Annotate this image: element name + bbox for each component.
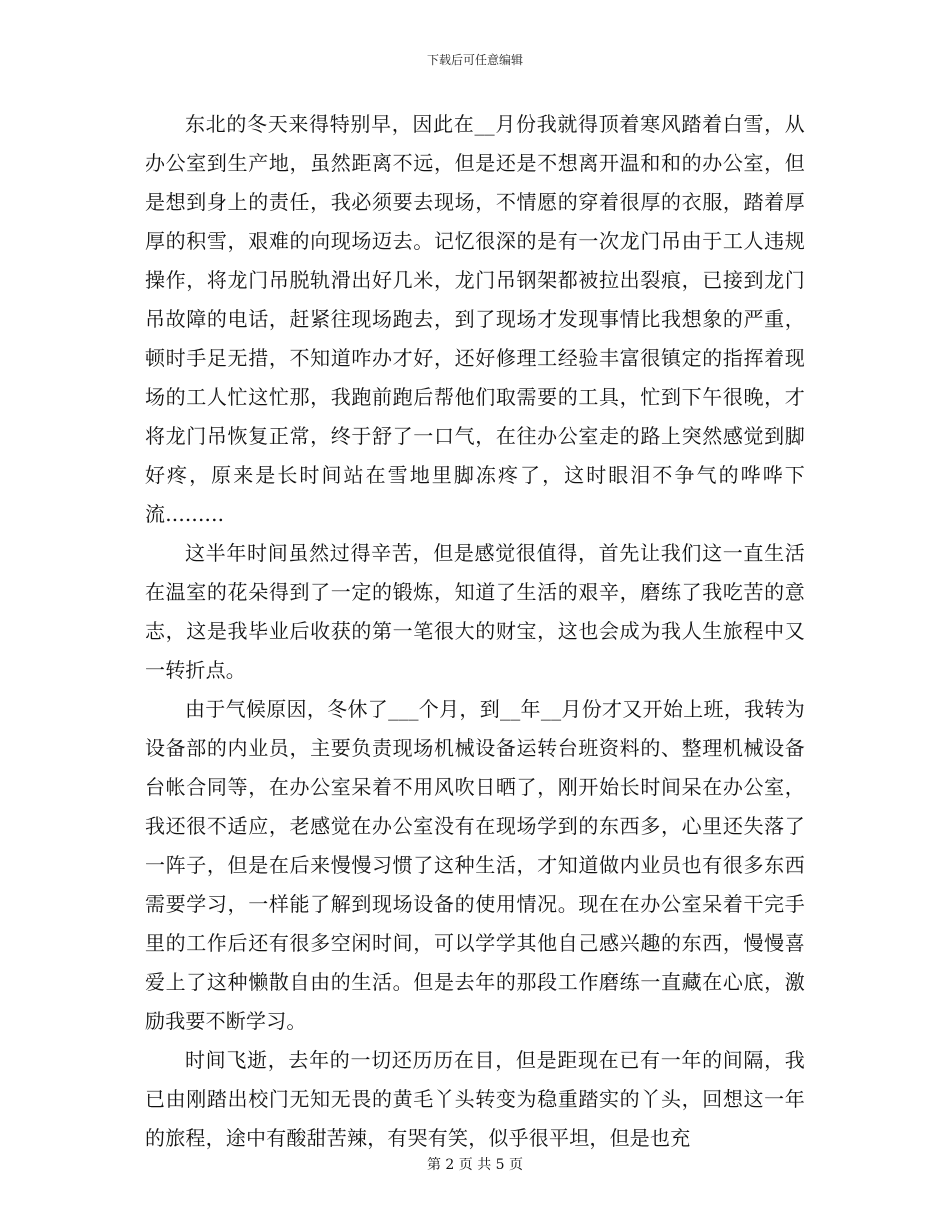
paragraph: 由于气候原因，冬休了___个月，到__年__月份才又开始上班，我转为设备部的内业员，主要负责现场机械设备运转台班资料的、整理机械设备台帐合同等，在办公室呆着不用风吹日晒了，刚开始长时间呆在办公室，我还很不适应，老感觉在办公室没有在现场学到的东西多，心里还失落了一阵子，但是在后来慢慢习惯了这种生活，才知道做内业员也有很多东西需要学习，一样能了解到现场设备的使用情况。现在在办公室呆着干完手里的工作后还有很多空闲时间，可以学学其他自己感兴趣的东西，慢慢喜爱上了这种懒散自由的生活。但是去年的那段工作磨练一直藏在心底，激励我要不断学习。	[145, 697, 805, 1033]
paragraph: 东北的冬天来得特别早，因此在__月份我就得顶着寒风踏着白雪，从办公室到生产地，虽然距离不远，但是还是不想离开温和和的办公室，但是想到身上的责任，我必须要去现场，不情愿的穿着很厚的衣服，踏着厚厚的积雪，艰难的向现场迈去。记忆很深的是有一次龙门吊由于工人违规操作，将龙门吊脱轨滑出好几米，龙门吊钢架都被拉出裂痕，已接到龙门吊故障的电话，赶紧往现场跑去，到了现场才发现事情比我想象的严重，顿时手足无措，不知道咋办才好，还好修理工经验丰富很镇定的指挥着现场的工人忙这忙那，我跑前跑后帮他们取需要的工具，忙到下午很晚，才将龙门吊恢复正常，终于舒了一口气，在往办公室走的路上突然感觉到脚好疼，原来是长时间站在雪地里脚冻疼了，这时眼泪不争气的哗哗下流.........	[145, 112, 805, 526]
paragraph: 时间飞逝，去年的一切还历历在目，但是距现在已有一年的间隔，我已由刚踏出校门无知无畏的黄毛丫头转变为稳重踏实的丫头，回想这一年的旅程，途中有酸甜苦辣，有哭有笑，似乎很平坦，但是也充	[145, 1048, 805, 1150]
paragraph: 这半年时间虽然过得辛苦，但是感觉很值得，首先让我们这一直生活在温室的花朵得到了一定的锻炼，知道了生活的艰辛，磨练了我吃苦的意志，这是我毕业后收获的第一笔很大的财宝，这也会成为我人生旅程中又一转折点。	[145, 541, 805, 682]
document-body	[145, 105, 805, 1158]
page-header: 下载后可任意编辑	[426, 53, 523, 67]
page-footer: 第 2 页 共 5 页	[426, 1157, 524, 1173]
